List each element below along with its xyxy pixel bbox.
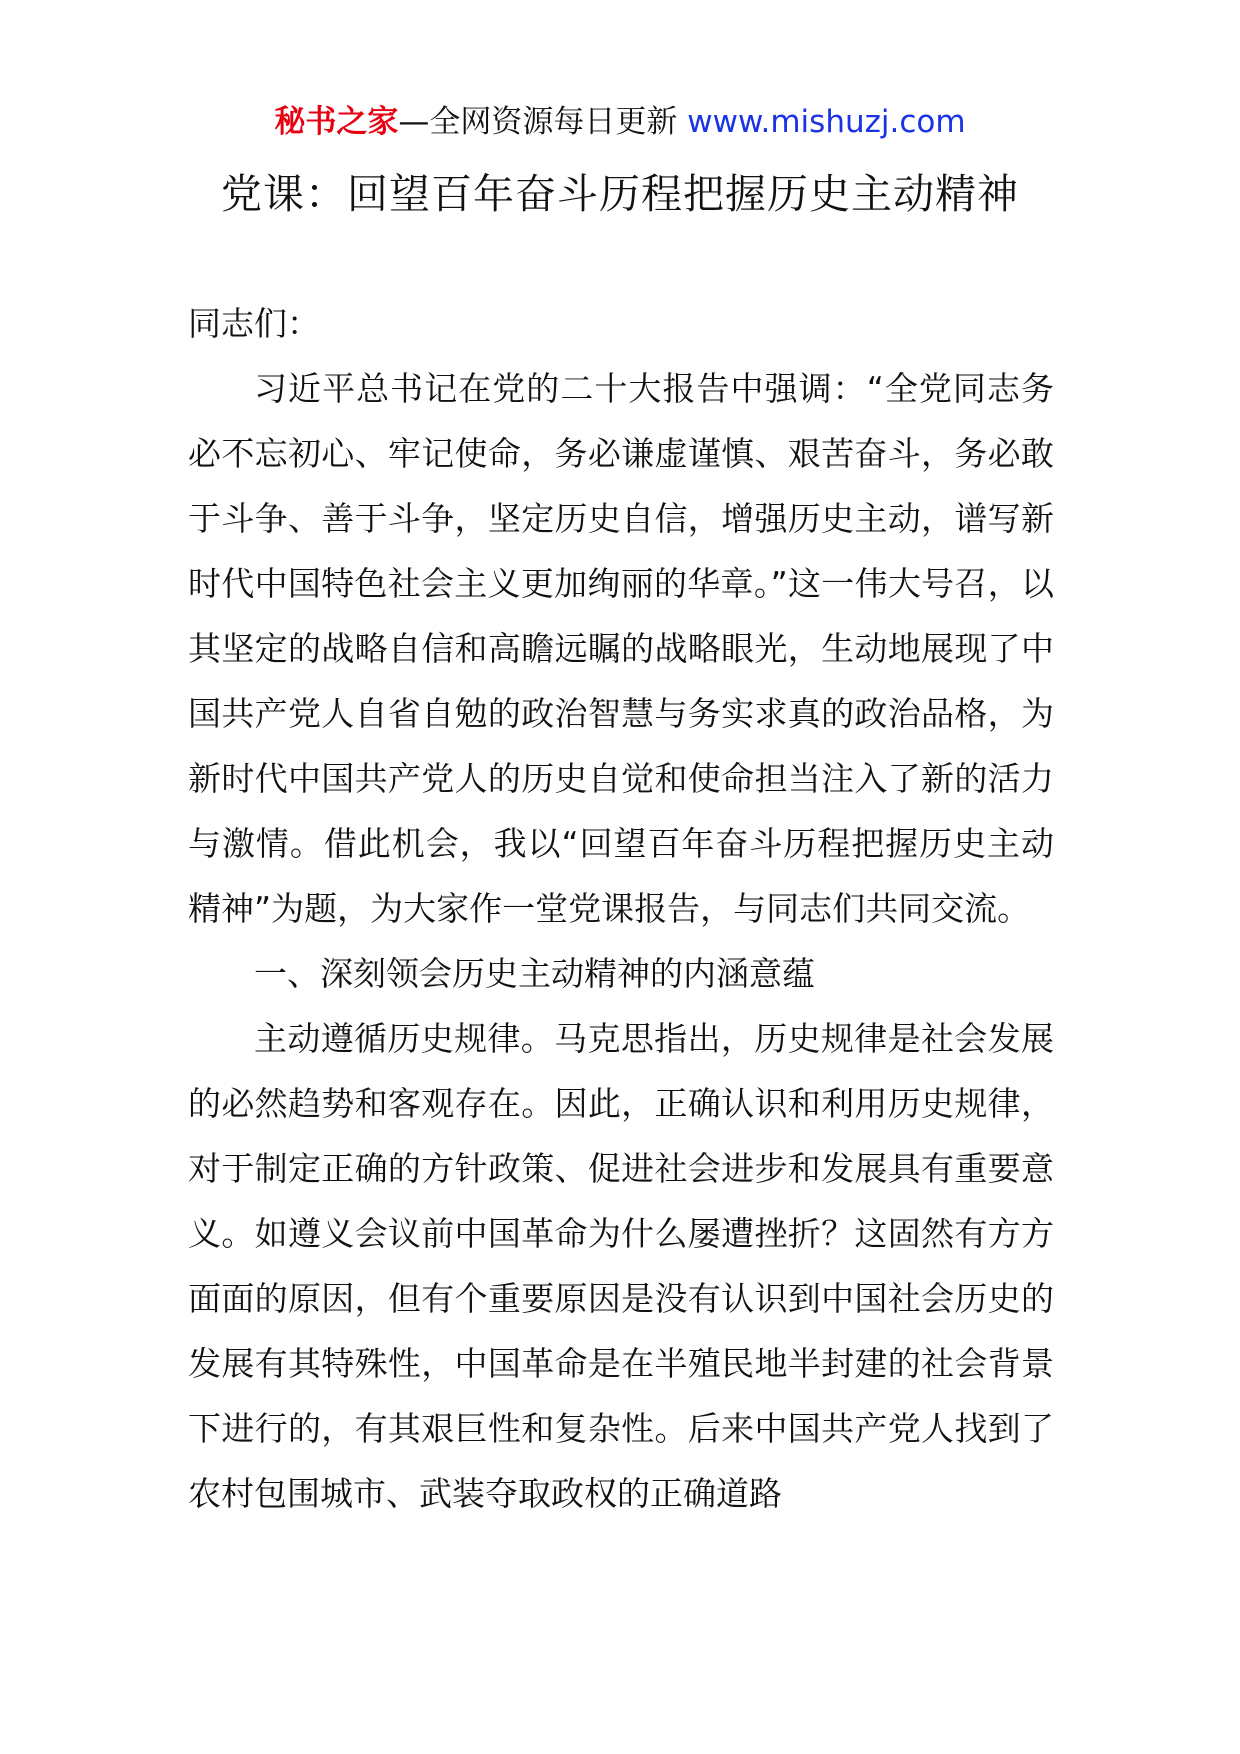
paragraph-history-law: 主动遵循历史规律。马克思指出，历史规律是社会发展的必然趋势和客观存在。因此，正确认识和利用历史规律，对于制定正确的方针政策、促进社会进步和发展具有重要意义。如遵义会议前中国革命为什么屡遭挫折？这固然有方方面面的原因，但有个重要原因是没有认识到中国社会历史的发展有其特殊性，中国革命是在半殖民地半封建的社会背景下进行的，有其艰巨性和复杂性。后来中国共产党人找到了农村包围城市、武装夺取政权的正确道路 (188, 1019, 1054, 1513)
site-banner (0, 100, 1240, 144)
section-heading: 一、深刻领会历史主动精神的内涵意蕴 (254, 954, 815, 993)
banner-slogan: —全网资源每日更新 (398, 104, 688, 140)
salutation: 同志们： (188, 304, 320, 343)
document-title: 党课：回望百年奋斗历程把握历史主动精神 (221, 170, 1019, 218)
paragraph-intro: 习近平总书记在党的二十大报告中强调：“全党同志务必不忘初心、牢记使命，务必谦虚谨慎、艰苦奋斗，务必敢于斗争、善于斗争，坚定历史自信，增强历史主动，谱写新时代中国特色社会主义更加绚丽的华章。”这一伟大号召，以其坚定的战略自信和高瞻远瞩的战略眼光，生动地展现了中国共产党人自省自勉的政治智慧与务实求真的政治品格，为新时代中国共产党人的历史自觉和使命担当注入了新的活力与激情。借此机会，我以“回望百年奋斗历程把握历史主动精神”为题，为大家作一堂党课报告，与同志们共同交流。 (188, 369, 1054, 928)
document-body (188, 291, 1054, 1526)
site-url-link[interactable]: www.mishuzj.com (687, 104, 966, 140)
brand-name: 秘书之家 (274, 104, 399, 140)
